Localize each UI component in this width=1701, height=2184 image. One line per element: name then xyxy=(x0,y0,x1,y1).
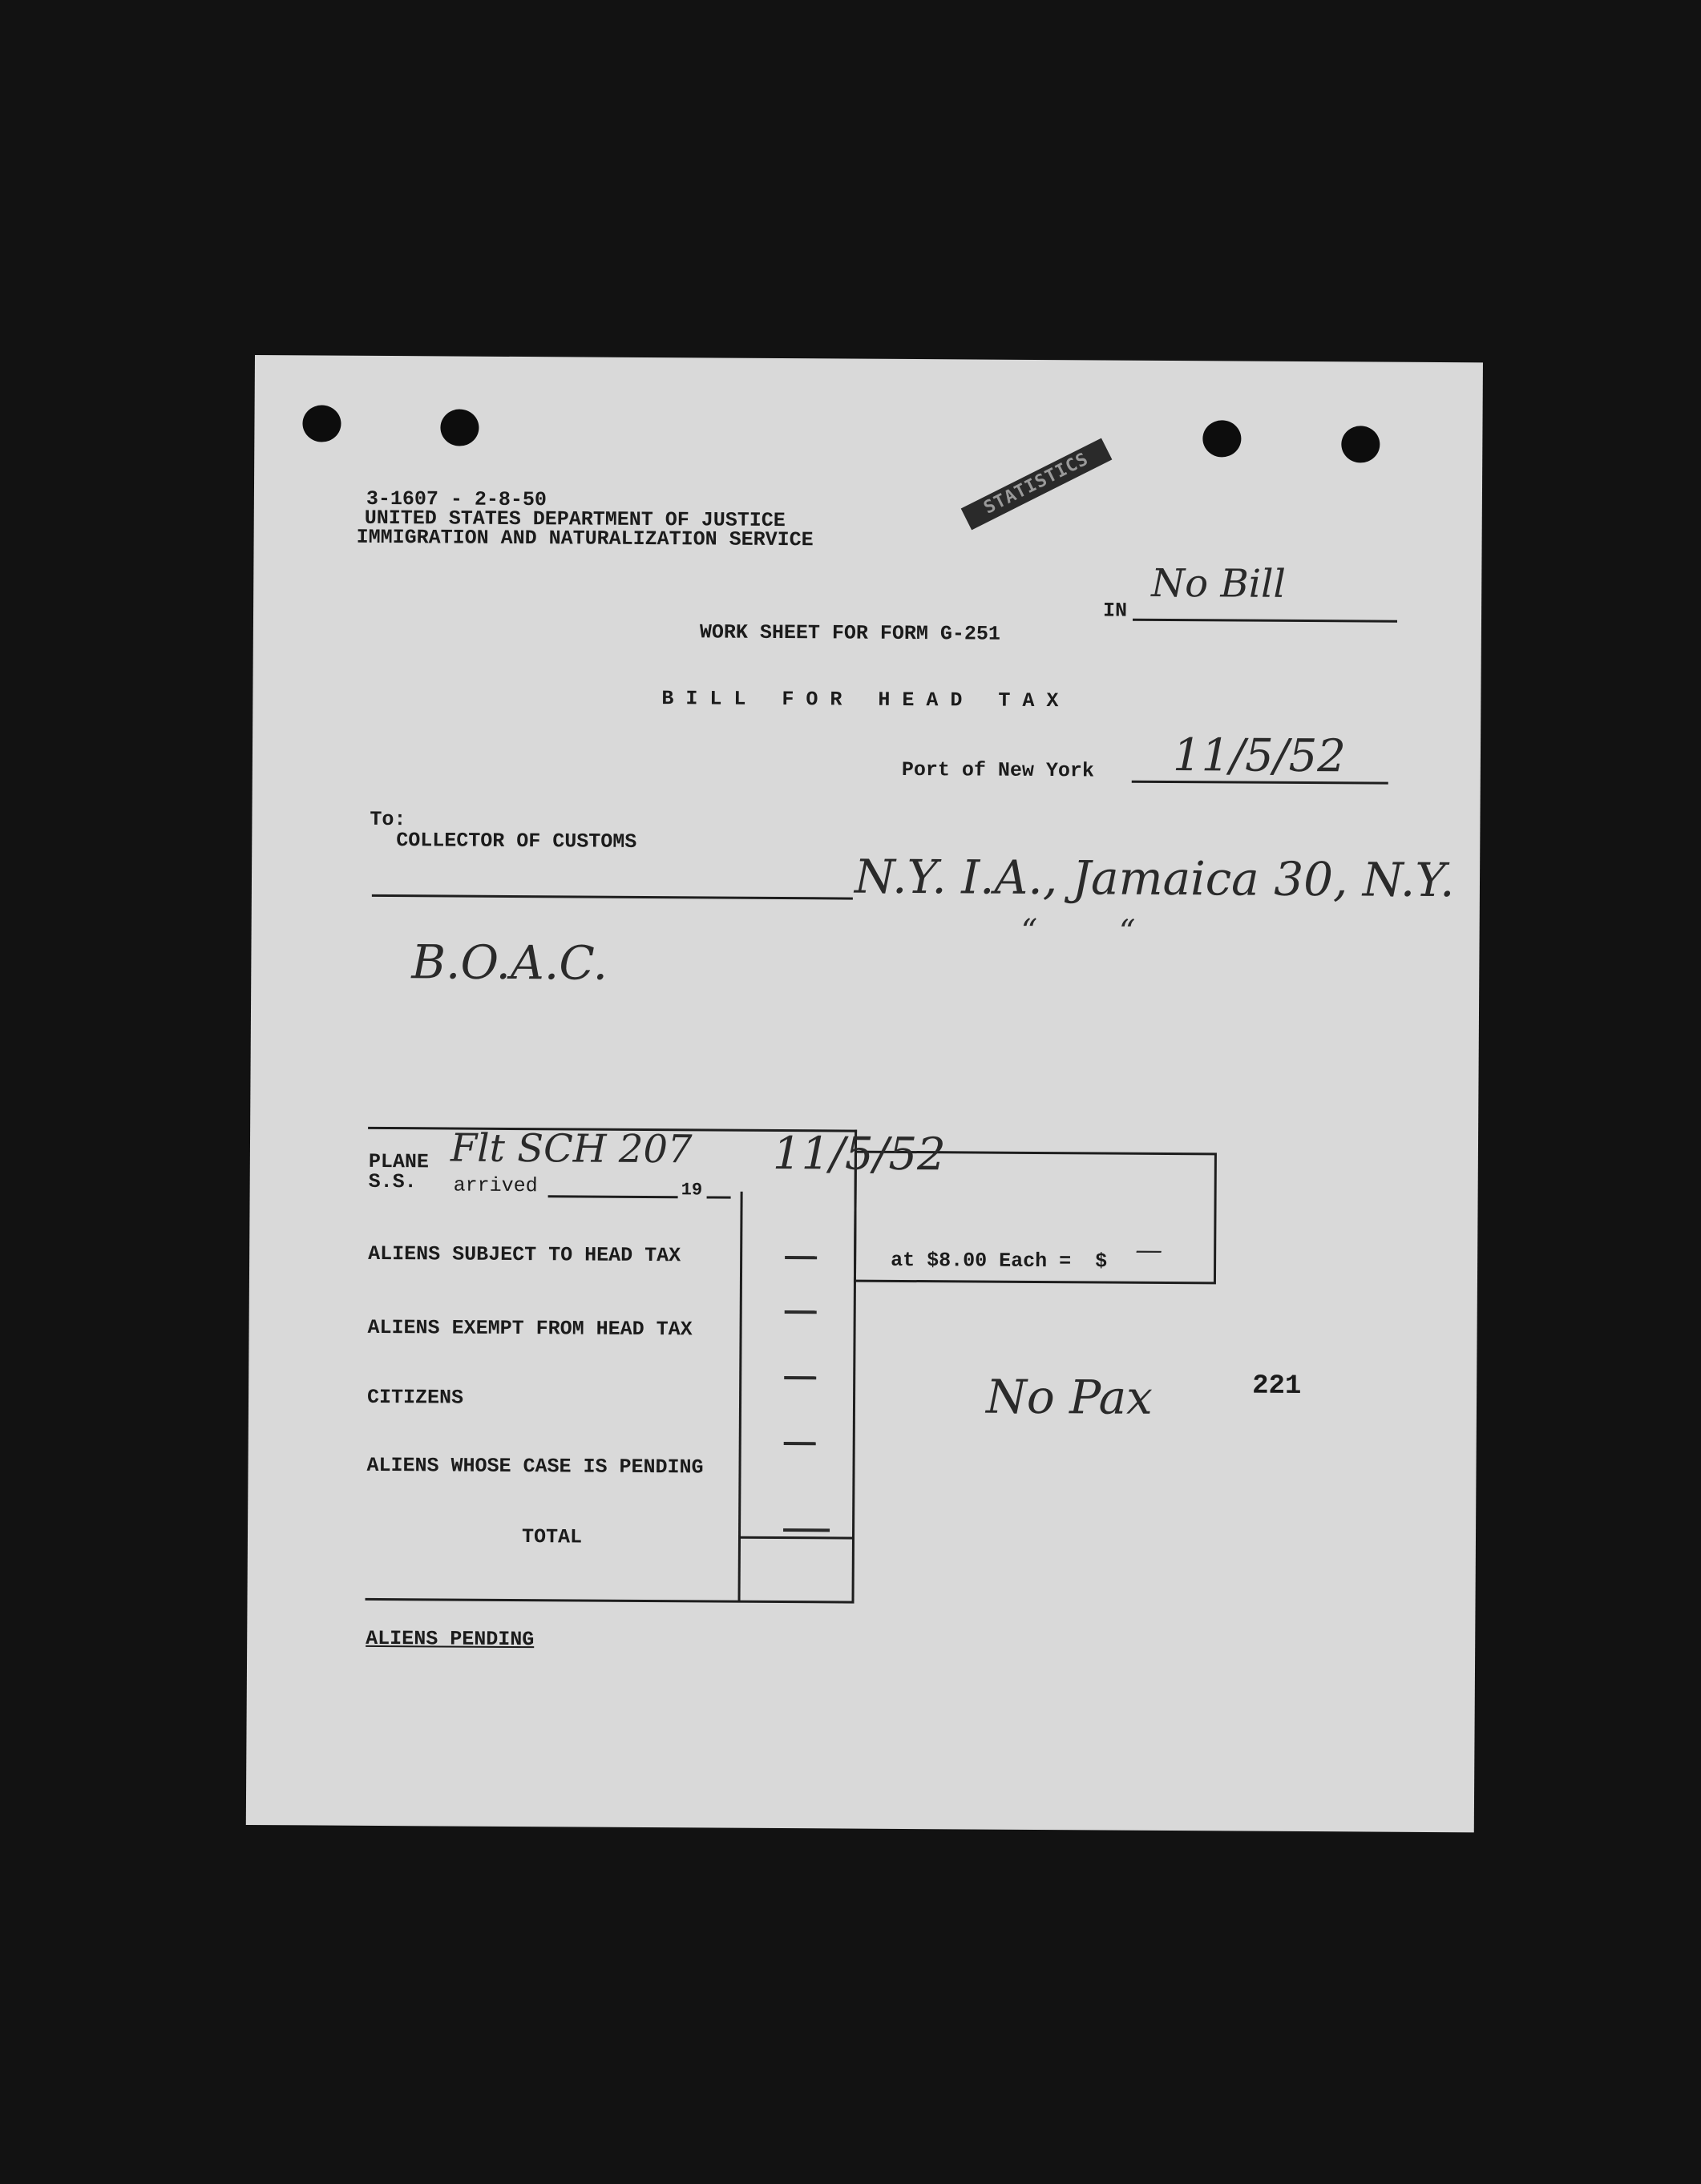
arrival-date: 11/5/52 xyxy=(772,1127,947,1181)
collector-location: N.Y. I.A., Jamaica 30, N.Y. xyxy=(854,849,1455,908)
row-label-exempt: ALIENS EXEMPT FROM HEAD TAX xyxy=(367,1315,693,1342)
rate-value: — xyxy=(1135,1233,1163,1266)
form-number: 3-1607 - 2-8-50 xyxy=(366,486,547,512)
port-date: 11/5/52 xyxy=(1172,729,1347,783)
row-label-citizens: CITIZENS xyxy=(366,1385,464,1410)
collector-label: COLLECTOR OF CUSTOMS xyxy=(396,829,637,854)
service-name: IMMIGRATION AND NATURALIZATION SERVICE xyxy=(356,525,814,552)
no-pax-note: No Pax xyxy=(985,1369,1154,1425)
port-label: Port of New York xyxy=(901,757,1094,783)
arrived-label: arrived xyxy=(453,1173,538,1198)
punch-hole xyxy=(302,405,341,442)
row-label-subject: ALIENS SUBJECT TO HEAD TAX xyxy=(368,1241,681,1268)
in-label: IN xyxy=(1102,599,1128,623)
total-value xyxy=(783,1528,830,1532)
aliens-pending-label: ALIENS PENDING xyxy=(366,1626,535,1652)
row-value-exempt xyxy=(785,1310,817,1314)
collector-underline xyxy=(372,894,853,900)
rate-label: at $8.00 Each = $ xyxy=(891,1248,1108,1274)
row-value-subject xyxy=(785,1256,817,1259)
in-underline xyxy=(1133,619,1397,623)
punch-hole xyxy=(440,409,479,446)
year-underline xyxy=(707,1196,731,1198)
punch-hole xyxy=(1341,426,1380,462)
in-value: No Bill xyxy=(1151,560,1286,607)
worksheet-title: WORK SHEET FOR FORM G-251 xyxy=(699,620,1001,646)
ss-label: S.S. xyxy=(368,1169,417,1194)
port-date-underline xyxy=(1132,781,1388,785)
to-label: To: xyxy=(370,807,406,832)
ditto-marks: “ “ xyxy=(1020,912,1136,951)
row-value-pending xyxy=(784,1442,816,1445)
department-name: UNITED STATES DEPARTMENT OF JUSTICE xyxy=(364,506,786,533)
total-separator xyxy=(738,1536,855,1540)
plane-label: PLANE xyxy=(368,1149,429,1174)
document-page xyxy=(246,355,1483,1832)
total-label: TOTAL xyxy=(521,1525,583,1549)
row-value-citizens xyxy=(784,1376,816,1379)
statistics-stamp: STATISTICS xyxy=(961,438,1113,531)
reference-number: 221 xyxy=(1252,1371,1302,1402)
flight-number: Flt SCH 207 xyxy=(450,1125,693,1173)
year-prefix: 19 xyxy=(681,1180,703,1201)
carrier-name: B.O.A.C. xyxy=(411,935,608,991)
punch-hole xyxy=(1202,420,1241,457)
table-bottom-border xyxy=(366,1598,855,1604)
bill-title: B I L L F O R H E A D T A X xyxy=(661,687,1059,713)
row-label-pending: ALIENS WHOSE CASE IS PENDING xyxy=(366,1453,704,1480)
value-column-left-edge xyxy=(738,1192,743,1602)
arrived-underline xyxy=(548,1195,678,1198)
